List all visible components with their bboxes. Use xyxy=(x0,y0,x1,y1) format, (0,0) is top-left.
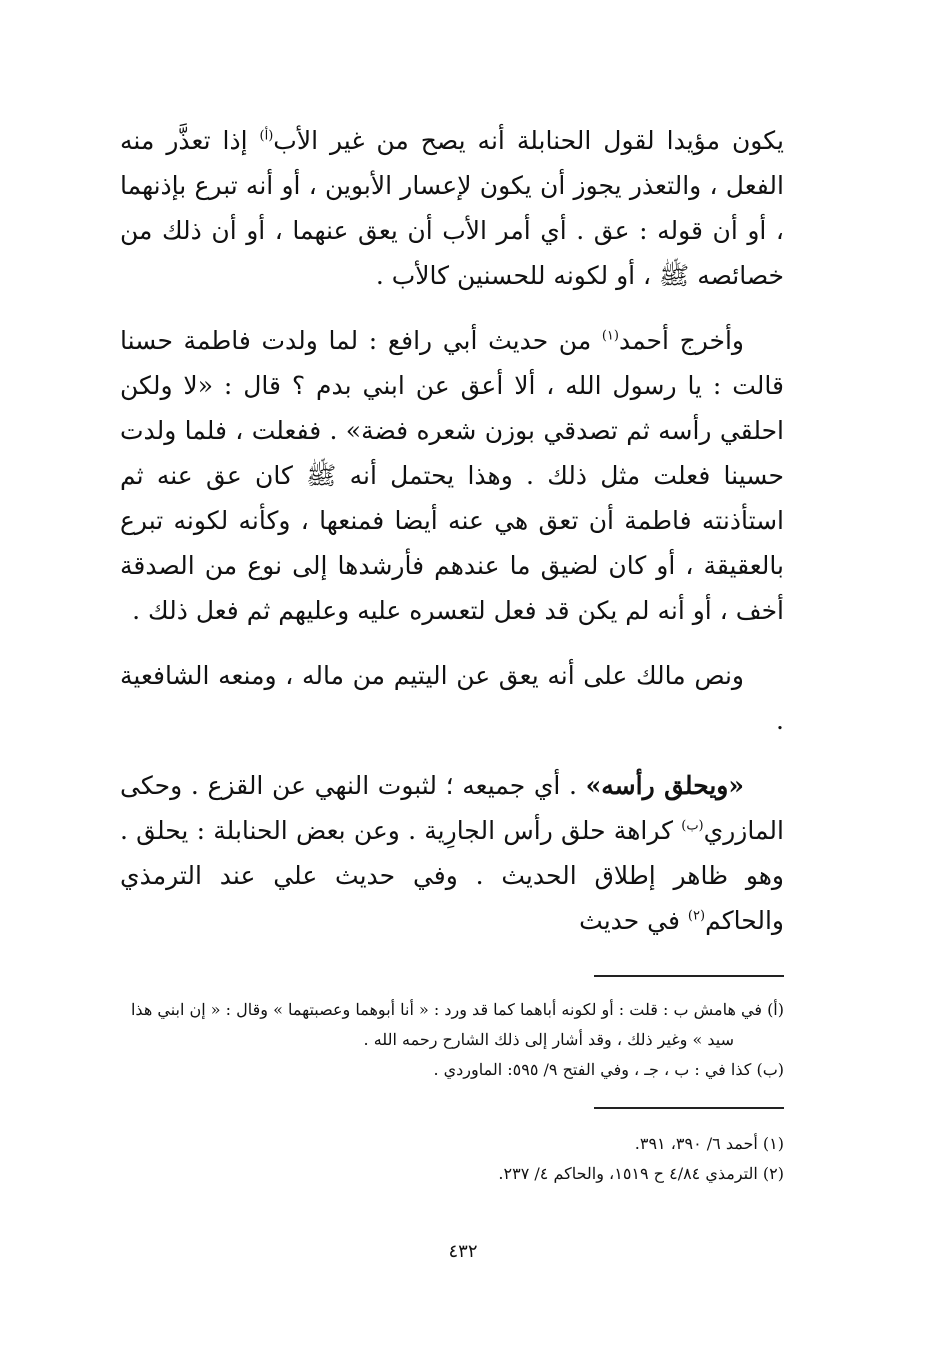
footnote-a: (أ) في هامش ب : قلت : أو لكونه أباهما كما قد ورد : « أنا أبوهما وعصبتهما » وقال : « إن ابني هذا xyxy=(130,1000,784,1019)
paragraph-3: ونص مالك على أنه يعق عن اليتيم من ماله ، ومنعه الشافعية . xyxy=(120,661,784,735)
page-body xyxy=(120,118,784,1189)
footnote-marker: (أ) xyxy=(259,128,274,144)
footnote-2: (٢) الترمذي ٤/٨٤ ح ١٥١٩، والحاكم ٤/ ٢٣٧. xyxy=(498,1164,784,1183)
footnote-marker: (٢) xyxy=(687,908,706,924)
text-run: في حديث xyxy=(579,906,688,935)
text-run: وأخرج أحمد xyxy=(618,326,744,355)
text-run: كراهة حلق رأس الجارِية . وعن بعض الحنابلة : يحلق . وهو ظاهر إطلاق الحديث . وفي حديث علي عند الترمذي والحاكم xyxy=(120,816,784,935)
text-run: من حديث أبي رافع : لما ولدت فاطمة حسنا قالت : يا رسول الله ، ألا أعق عن ابني بدم ؟ قال : «لا ولكن احلقي رأسه ثم تصدقي بوزن شعره فضة» . ففعلت ، فلما ولدت حسينا فعلت مثل ذلك . وهذا يحتمل أنه ﷺ كان عق عنه ثم استأذنته فاطمة أن تعق هي عنه أيضا فمنعها ، وكأنه لكونه تبرع بالعقيقة ، أو كان لضيق ما عندهم فأرشدها إلى نوع من الصدقة أخف ، أو أنه لم يكن قد فعل لتعسره عليه وعليهم ثم فعل ذلك . xyxy=(120,326,785,625)
paragraph-4 xyxy=(120,763,784,943)
text-run: إذا تعذَّر منه الفعل ، والتعذر يجوز أن يكون لإعسار الأبوين ، أو أنه تبرع بإذنهما ، أو أن قوله : عق . أي أمر الأب أن يعق عنهما ، أو أن ذلك من خصائصه ﷺ ، أو لكونه للحسنين كالأب . xyxy=(120,126,784,290)
footnote-divider xyxy=(594,1107,784,1109)
text-run: . أي جميعه ؛ لثبوت النهي عن القزع . وحكى المازري xyxy=(120,771,784,845)
paragraph-2 xyxy=(120,318,784,633)
footnote-divider xyxy=(594,975,784,977)
footnote-b: (ب) كذا في : ب ، جـ ، وفي الفتح ٩/ ٥٩٥: الماوردي . xyxy=(433,1060,784,1079)
text-run: يكون مؤيدا لقول الحنابلة أنه يصح من غير الأب xyxy=(273,126,784,155)
paragraph-1 xyxy=(120,118,784,298)
footnote-1: (١) أحمد ٦/ ٣٩٠، ٣٩١. xyxy=(634,1134,784,1153)
page-number: ٤٣٢ xyxy=(448,1241,478,1262)
footnote-a-continued: سيد » وغير ذلك ، وقد أشار إلى ذلك الشارح رحمه الله . xyxy=(363,1030,734,1049)
quoted-term: «ويحلق رأسه» xyxy=(585,771,744,800)
footnote-marker: (١) xyxy=(601,328,619,344)
footnote-marker: (ب) xyxy=(681,818,704,834)
